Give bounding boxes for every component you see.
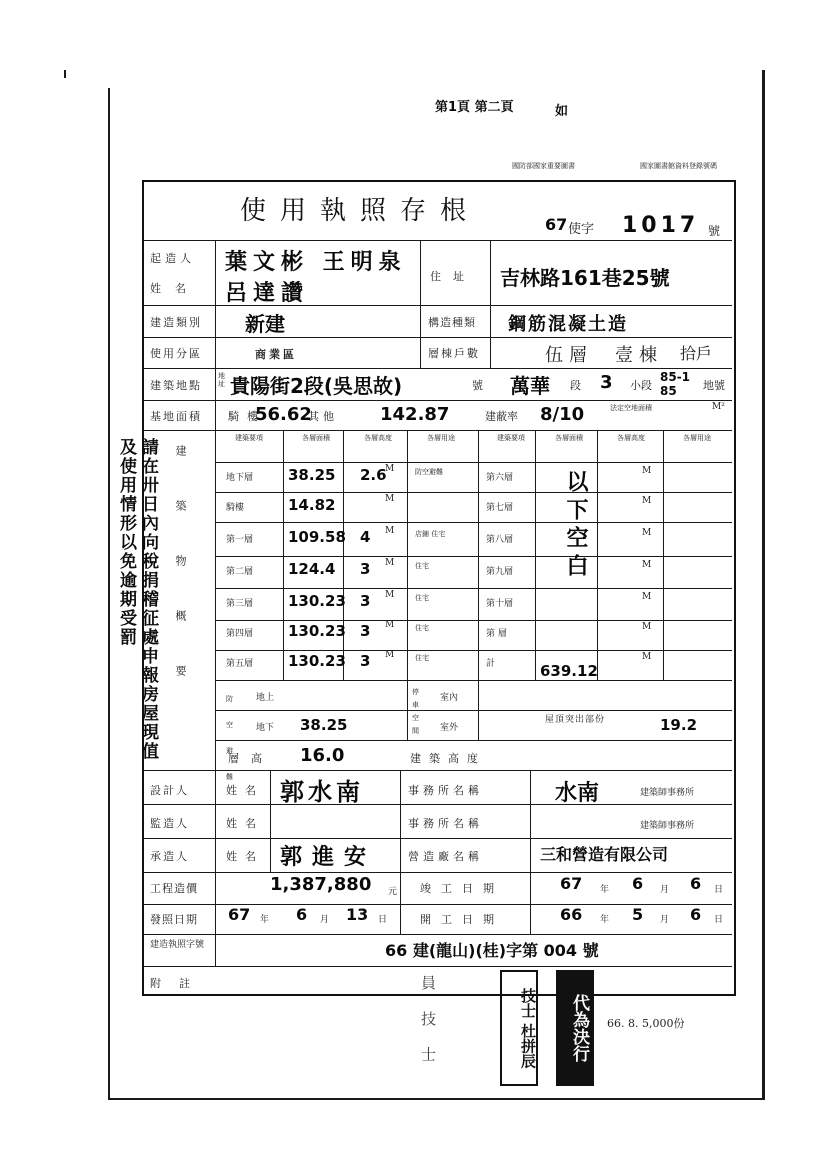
shelter-above: 地上 — [256, 693, 275, 703]
unit-m: M — [642, 496, 652, 506]
supervisor-label: 監造人 — [150, 817, 189, 830]
site-land: 萬華 — [510, 374, 550, 398]
coverage-value: 8/10 — [540, 404, 585, 425]
builder-names: 葉文彬 王明泉 — [225, 250, 407, 275]
designer-name: 郭水南 — [280, 778, 364, 806]
total-area: 639.12 — [540, 662, 598, 680]
right-floor-name: 第九層 — [486, 567, 514, 577]
page-title: 使用執照存根 — [240, 196, 481, 226]
floor-use: 住宅 — [415, 624, 429, 632]
floor-use: 住宅 — [415, 654, 429, 662]
issue-month: 6 — [296, 905, 308, 924]
office-suffix: 建築師事務所 — [640, 788, 695, 798]
right-blank-note: 以下空白 — [563, 470, 588, 582]
finish-year-char: 年 — [600, 885, 610, 895]
table-side-label: 建築物概要 — [174, 445, 187, 720]
parking-in: 室內 — [440, 693, 459, 703]
issue-label: 發照日期 — [150, 913, 198, 926]
floors-value-3: 拾戶 — [680, 344, 713, 363]
floor-height: 4 — [360, 528, 371, 546]
floors-label: 層棟戶數 — [428, 347, 480, 360]
unit-m: M — [385, 558, 395, 568]
site-value: 貴陽街2段(吳思故) — [230, 374, 403, 398]
other-label: 其他 — [308, 410, 338, 423]
col-header: 各層高度 — [364, 434, 392, 442]
address-value: 吉林路161巷25號 — [500, 266, 670, 290]
permit-number: 1017 — [622, 213, 700, 238]
side-note: 請在卅日內向稅捐稽征處申報房屋現值及使用情形以免逾期受罰 — [116, 438, 158, 761]
right-floor-name: 第 層 — [486, 629, 507, 639]
address-label: 住址 — [430, 270, 476, 283]
cost-label: 工程造價 — [150, 882, 198, 895]
unit-m: M — [385, 590, 395, 600]
roof-value: 19.2 — [660, 716, 698, 734]
floor-name: 第三層 — [226, 599, 254, 609]
floor-height: 3 — [360, 560, 371, 578]
col-header: 建築要項 — [497, 434, 525, 442]
floor-area: 130.23 — [288, 652, 346, 670]
floor-area: 130.23 — [288, 592, 346, 610]
issue-year: 67 — [228, 905, 251, 924]
building-height-label: 建築高度 — [410, 752, 486, 765]
site-section-value: 3 — [600, 372, 613, 393]
floor-name: 騎樓 — [226, 503, 245, 513]
builder-name-label: 姓名 — [150, 282, 200, 295]
structure-value: 鋼筋混凝土造 — [508, 314, 628, 335]
notes-label: 附註 — [150, 977, 208, 990]
shelter-below: 地下 — [256, 723, 275, 733]
floor-use: 防空避難 — [415, 468, 443, 476]
start-day-char: 日 — [714, 915, 724, 925]
floor-height: 3 — [360, 652, 371, 670]
designer-label: 設計人 — [150, 784, 189, 797]
site-lot-label: 地號 — [703, 379, 725, 392]
unit-m: M — [642, 622, 652, 632]
floor-use: 住宅 — [415, 594, 429, 602]
roof-label: 屋頂突出部份 — [545, 715, 606, 725]
unit-m: M — [385, 526, 395, 536]
unit-m: M — [642, 592, 652, 602]
top-handwriting: 第1頁 第二頁 — [435, 100, 514, 115]
category-label: 建造類別 — [150, 316, 202, 329]
floor-use: 住宅 — [415, 562, 429, 570]
vertical-left-stamp: 員 技 士 — [419, 975, 437, 1070]
floor-height-value: 16.0 — [300, 745, 345, 766]
site-num-label: 號 — [472, 379, 483, 392]
site-lot: 85-1 85 — [660, 370, 691, 398]
permit-number-char: 使字 — [568, 222, 595, 237]
floor-name: 第二層 — [226, 567, 254, 577]
finish-month-char: 月 — [660, 885, 670, 895]
shelter-below-value: 38.25 — [300, 716, 348, 734]
site-sub-label: 地址 — [218, 372, 225, 388]
unit-m: M — [385, 494, 395, 504]
cost-value: 1,387,880 — [270, 874, 372, 895]
floor-height: 3 — [360, 622, 371, 640]
site-small-label: 小段 — [630, 379, 652, 392]
cost-unit: 元 — [388, 887, 398, 897]
floor-height: 2.6 — [360, 466, 387, 484]
other-value: 142.87 — [380, 404, 450, 425]
start-day: 6 — [690, 905, 702, 924]
col-header: 各層面積 — [555, 434, 583, 442]
supervisor-office-label: 事務所名稱 — [408, 817, 483, 830]
firm-value: 三和營造有限公司 — [540, 845, 669, 864]
floor-use: 店鋪 住宅 — [415, 530, 446, 538]
floor-name: 第四層 — [226, 629, 254, 639]
issue-year-char: 年 — [260, 915, 270, 925]
permit-number-suffix: 號 — [708, 224, 721, 238]
floor-area: 124.4 — [288, 560, 336, 578]
zone-label: 使用分區 — [150, 347, 202, 360]
arcade-label: 騎樓 — [228, 410, 266, 423]
stamp-delegated: 代為決行 — [556, 970, 594, 1086]
finish-day-char: 日 — [714, 885, 724, 895]
supervisor-name-label: 姓名 — [226, 817, 264, 830]
builder-label: 起造人 — [150, 252, 195, 265]
col-header: 各層高度 — [617, 434, 645, 442]
unit-m: M — [642, 560, 652, 570]
top-corner-mark: 如 — [555, 104, 569, 119]
floor-area: 130.23 — [288, 622, 346, 640]
unit-m: M — [642, 466, 652, 476]
firm-label: 營造廠名稱 — [408, 850, 483, 863]
legal-label: 法定空地面積 — [610, 404, 652, 412]
floor-name: 第五層 — [226, 659, 254, 669]
floor-name: 地下層 — [226, 473, 254, 483]
start-year: 66 — [560, 905, 583, 924]
finish-label: 竣工日期 — [420, 882, 504, 895]
print-info: 66. 8. 5,000份 — [607, 1017, 685, 1030]
floor-height: 3 — [360, 592, 371, 610]
contractor-label: 承造人 — [150, 850, 189, 863]
right-floor-name: 第十層 — [486, 599, 514, 609]
right-floor-name: 計 — [486, 659, 496, 669]
start-year-char: 年 — [600, 915, 610, 925]
area-label: 基地面積 — [150, 410, 202, 423]
zone-value: 商業區 — [255, 348, 297, 361]
finish-month: 6 — [632, 874, 644, 893]
coverage-label: 建蔽率 — [485, 410, 518, 423]
start-label: 開工日期 — [420, 913, 504, 926]
site-label: 建築地點 — [150, 379, 202, 392]
col-header: 建築要項 — [235, 434, 263, 442]
permit-label: 建造執照字號 — [150, 940, 205, 950]
issue-month-char: 月 — [320, 915, 330, 925]
structure-label: 構造種類 — [428, 316, 476, 329]
permit-number-prefix: 67 — [545, 215, 568, 234]
unit-m: M — [385, 620, 395, 630]
finish-day: 6 — [690, 874, 702, 893]
unit-m: M — [385, 464, 395, 474]
builder-names-2: 呂達讚 — [225, 281, 310, 306]
col-header: 各層用途 — [427, 434, 455, 442]
office-label: 事務所名稱 — [408, 784, 483, 797]
stamp-top-right-2: 國家圖書館資料登錄號碼 — [640, 162, 717, 170]
floor-name: 第一層 — [226, 535, 254, 545]
issue-day: 13 — [346, 905, 369, 924]
stamp-technician: 技士 杜拼辰 — [500, 970, 538, 1086]
site-section-label: 段 — [570, 379, 581, 392]
category-value: 新建 — [245, 312, 285, 336]
legal-unit: M² — [712, 402, 725, 412]
issue-day-char: 日 — [378, 915, 388, 925]
contractor-name: 郭進安 — [280, 845, 377, 870]
stamp-top-right-1: 國防部國家重要圖書 — [512, 162, 575, 170]
right-floor-name: 第八層 — [486, 535, 514, 545]
start-month: 5 — [632, 905, 644, 924]
floors-value-1: 伍層 — [545, 345, 593, 366]
parking-label: 停車空間 — [412, 688, 419, 735]
floor-area: 38.25 — [288, 466, 336, 484]
unit-m: M — [642, 528, 652, 538]
start-month-char: 月 — [660, 915, 670, 925]
arcade-value: 56.62 — [255, 404, 312, 425]
right-floor-name: 第六層 — [486, 473, 514, 483]
unit-m: M — [385, 650, 395, 660]
right-floor-name: 第七層 — [486, 503, 514, 513]
shelter-label: 防空避難 — [226, 695, 233, 781]
floor-area: 109.58 — [288, 528, 346, 546]
finish-year: 67 — [560, 874, 583, 893]
unit-m: M — [642, 652, 652, 662]
contractor-name-label: 姓名 — [226, 850, 264, 863]
designer-name-label: 姓名 — [226, 784, 264, 797]
floor-height-label: 層高 — [228, 752, 274, 765]
floors-value-2: 壹棟 — [615, 345, 663, 366]
floor-area: 14.82 — [288, 496, 336, 514]
col-header: 各層面積 — [302, 434, 330, 442]
permit-value: 66 建(龍山)(桂)字第 004 號 — [385, 941, 599, 960]
parking-out: 室外 — [440, 723, 459, 733]
office-value: 水南 — [555, 781, 600, 806]
supervisor-office-suffix: 建築師事務所 — [640, 821, 695, 831]
col-header: 各層用途 — [683, 434, 711, 442]
